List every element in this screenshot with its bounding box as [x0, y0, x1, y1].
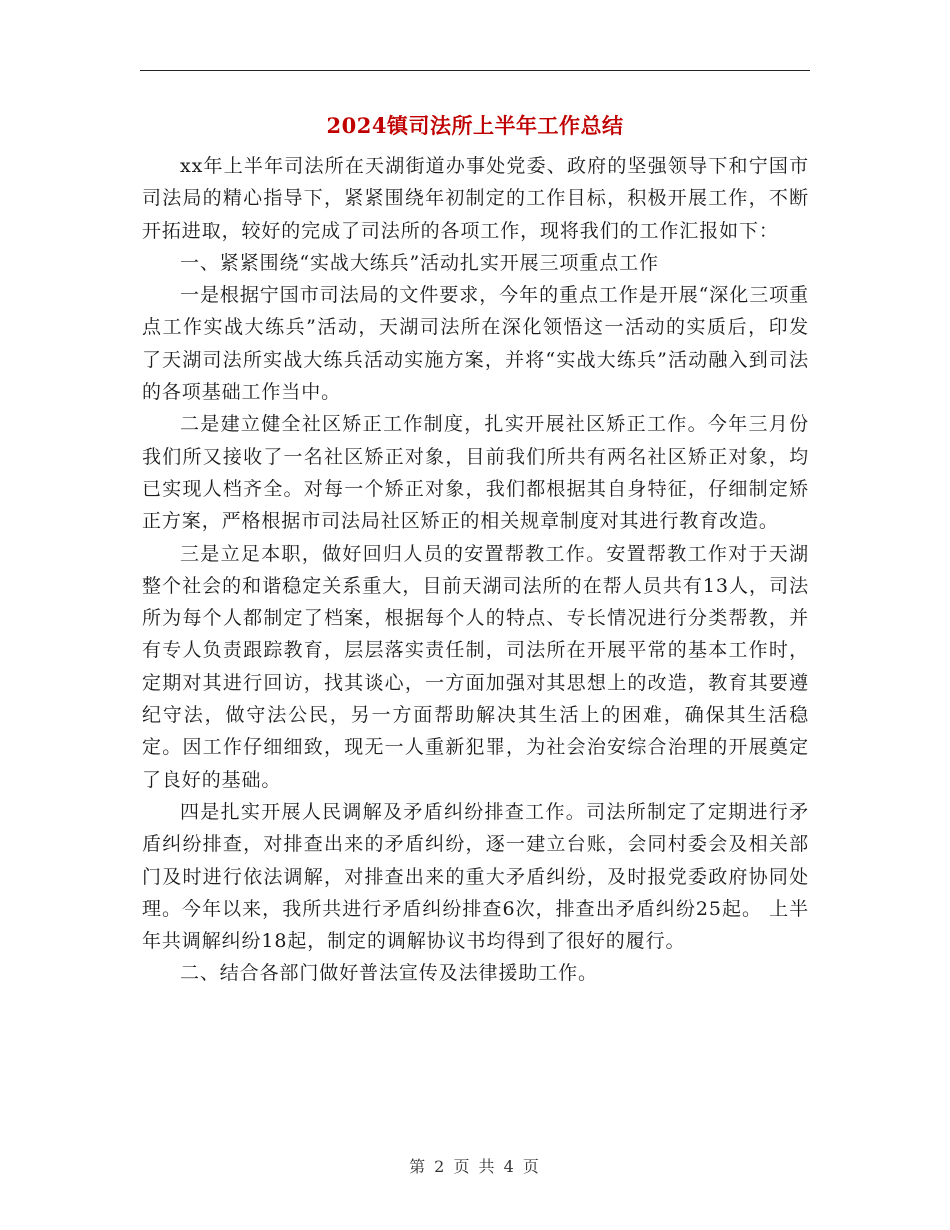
section-heading-2: 二、结合各部门做好普法宣传及法律援助工作。: [180, 962, 598, 985]
paragraph-item-1: 一是根据宁国市司法局的文件要求，今年的重点工作是开展“深化三项重点工作实战大练兵”活动，天湖司法所在深化领悟这一活动的实质后，印发了天湖司法所实战大练兵活动实施方案，并将“实战大练兵”活动融入到司法的各项基础工作当中。: [142, 284, 809, 404]
paragraph-item-4: 四是扎实开展人民调解及矛盾纠纷排查工作。司法所制定了定期进行矛盾纠纷排查，对排查出来的矛盾纠纷，逐一建立台账，会同村委会及相关部门及时进行依法调解，对排查出来的重大矛盾纠纷，及时报党委政府协同处理。今年以来，我所共进行矛盾纠纷排查6次，排查出矛盾纠纷25起。 上半年共调解纠纷18起，制定的调解协议书均得到了很好的履行。: [142, 800, 809, 953]
paragraph-item-2: 二是建立健全社区矫正工作制度，扎实开展社区矫正工作。今年三月份我们所又接收了一名社区矫正对象，目前我们所共有两名社区矫正对象，均已实现人档齐全。对每一个矫正对象，我们都根据其自身特征，仔细制定矫正方案，严格根据市司法局社区矫正的相关规章制度对其进行教育改造。: [142, 413, 809, 533]
paragraph-intro: xx年上半年司法所在天湖街道办事处党委、政府的坚强领导下和宁国市司法局的精心指导下，紧紧围绕年初制定的工作目标，积极开展工作，不断开拓进取，较好的完成了司法所的各项工作，现将我们的工作汇报如下：: [142, 155, 809, 242]
header-rule: [140, 70, 810, 71]
section-heading-1: 一、紧紧围绕“实战大练兵”活动扎实开展三项重点工作: [180, 251, 659, 274]
paragraph-item-3: 三是立足本职，做好回归人员的安置帮教工作。安置帮教工作对于天湖整个社会的和谐稳定关系重大，目前天湖司法所的在帮人员共有13人，司法所为每个人都制定了档案，根据每个人的特点、专长情况进行分类帮教，并有专人负责跟踪教育，层层落实责任制，司法所在开展平常的基本工作时，定期对其进行回访，找其谈心，一方面加强对其思想上的改造，教育其要遵纪守法，做守法公民，另一方面帮助解决其生活上的困难，确保其生活稳定。因工作仔细细致，现无一人重新犯罪，为社会治安综合治理的开展奠定了良好的基础。: [142, 542, 809, 791]
document-body: [142, 150, 809, 990]
document-title: 2024镇司法所上半年工作总结: [326, 113, 624, 138]
page-number: 第 2 页 共 4 页: [409, 1157, 541, 1176]
